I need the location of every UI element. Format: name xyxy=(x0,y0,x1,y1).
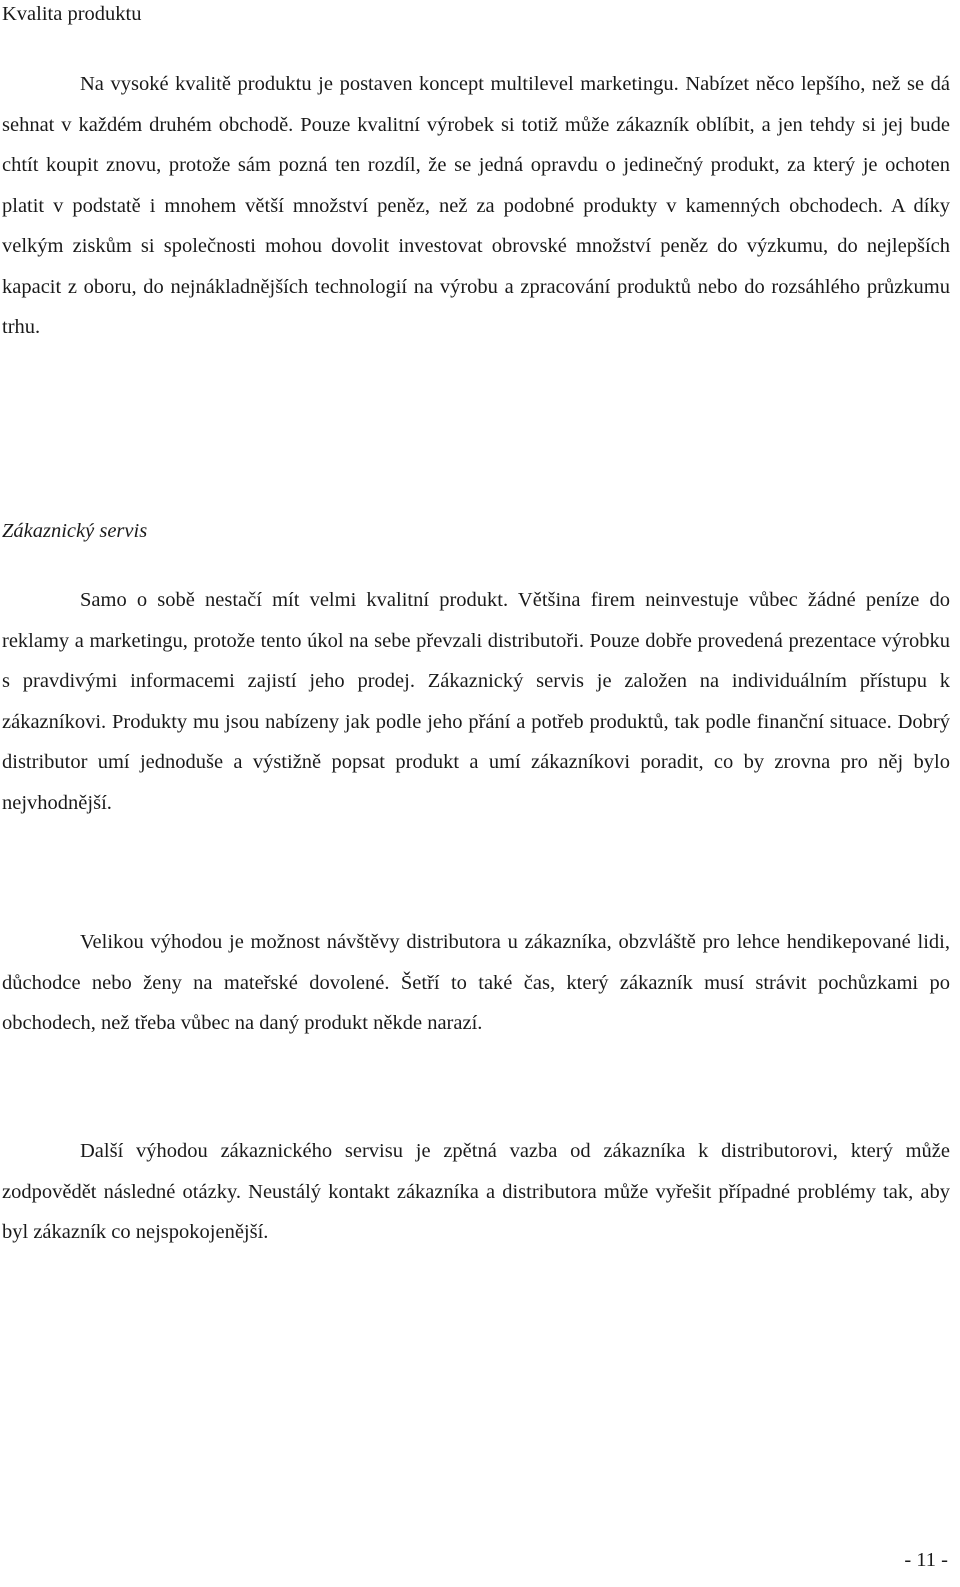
section-heading: Kvalita produktu xyxy=(2,3,142,25)
page-number: - 11 - xyxy=(904,1549,948,1571)
paragraph-product-quality: Na vysoké kvalitě produktu je postaven koncept multilevel marketingu. Nabízet něco lepšího, než se dá sehnat v každém druhém obchodě. Pouze kvalitní výrobek si totiž může zákazník oblíbit, a jen tehdy si jej bude chtít koupit znovu, protože sám pozná ten rozdíl, že se jedná opravdu o jedinečný produkt, za který je ochoten platit v podstatě i mnohem větší množství peněz, než za podobné produkty v kamenných obchodech. A díky velkým ziskům si společnosti mohou dovolit investovat obrovské množství peněz do výzkumu, do nejlepších kapacit z oboru, do nejnákladnějších technologií na výrobu a zpracování produktů nebo do rozsáhlého průzkumu trhu. xyxy=(2,73,950,338)
subheading-customer-service: Zákaznický servis xyxy=(2,520,148,542)
paragraph-customer-service-2: Velikou výhodou je možnost návštěvy distributora u zákazníka, obzvláště pro lehce hendikepované lidi, důchodce nebo ženy na mateřské dovolené. Šetří to také čas, který zákazník musí strávit pochůzkami po obchodech, než třeba vůbec na daný produkt někde narazí. xyxy=(2,931,950,1034)
paragraph-customer-service-1: Samo o sobě nestačí mít velmi kvalitní produkt. Většina firem neinvestuje vůbec žádné peníze do reklamy a marketingu, protože tento úkol na sebe převzali distributoři. Pouze dobře provedená prezentace výrobku s pravdivými informacemi zajistí jeho prodej. Zákaznický servis je založen na individuálním přístupu k zákazníkovi. Produkty mu jsou nabízeny jak podle jeho přání a potřeb produktů, tak podle finanční situace. Dobrý distributor umí jednoduše a výstižně popsat produkt a umí zákazníkovi poradit, co by zrovna pro něj bylo nejvhodnější. xyxy=(2,589,950,814)
paragraph-customer-service-3: Další výhodou zákaznického servisu je zpětná vazba od zákazníka k distributorovi, který může zodpovědět následné otázky. Neustálý kontakt zákazníka a distributora může vyřešit případné problémy tak, aby byl zákazník co nejspokojenější. xyxy=(2,1140,950,1243)
